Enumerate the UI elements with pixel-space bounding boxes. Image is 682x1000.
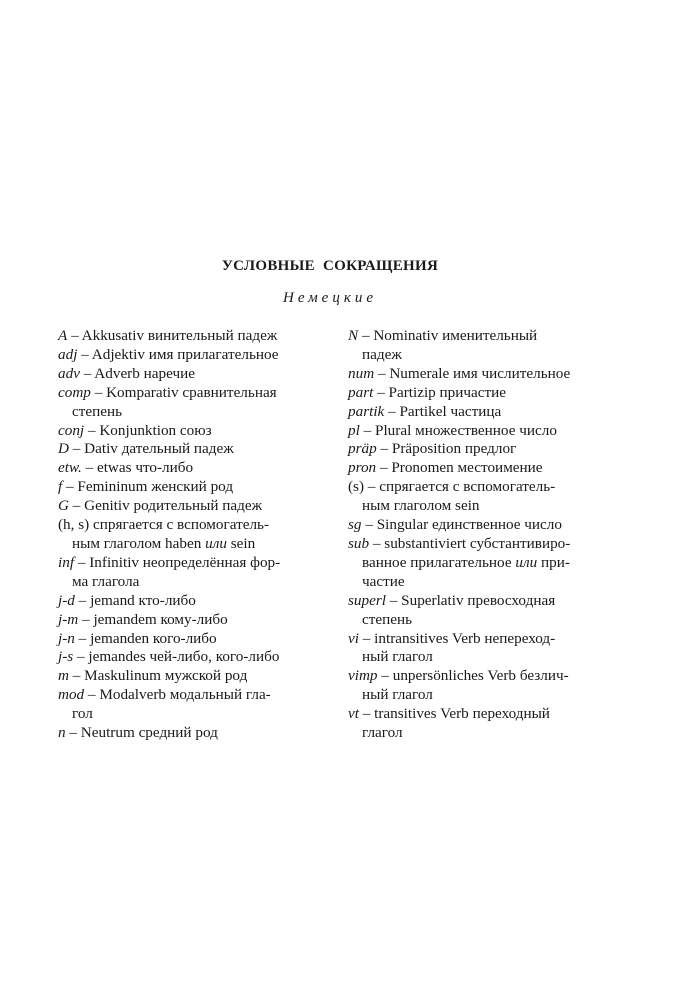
abbreviation-text: – Singular единственное число (361, 516, 562, 534)
abbreviation-term: m (58, 667, 69, 685)
abbreviation-entry (348, 478, 638, 516)
abbreviation-term: j-s (58, 648, 74, 666)
abbreviation-text: – Komparativ сравнительная (90, 383, 277, 401)
abbreviation-text: ный глагол (362, 648, 433, 666)
entry-continuation-line (348, 686, 638, 705)
entry-line (58, 667, 338, 686)
abbreviation-entry (58, 516, 338, 554)
abbreviation-entry (348, 327, 638, 365)
abbreviation-text: (h, s) спрягается с вспомогатель- (58, 516, 270, 534)
abbreviation-text: – Partizip причастие (373, 383, 507, 401)
abbreviation-text: – transitives Verb переходный (358, 705, 550, 723)
abbreviation-entry (348, 630, 638, 668)
abbreviation-entry (58, 478, 338, 497)
entry-line (58, 516, 338, 535)
abbreviation-text: – Konjunktion союз (84, 421, 212, 439)
entry-continuation-line (58, 705, 338, 724)
abbreviation-text: ным глаголом haben (72, 534, 206, 552)
entry-continuation-line (348, 573, 638, 592)
abbreviation-text: – Modalverb модальный гла- (84, 686, 271, 704)
abbreviation-term: num (348, 364, 375, 382)
entry-line (58, 686, 338, 705)
abbreviation-text: – jemanden кого-либо (74, 629, 217, 647)
abbreviation-entry (348, 459, 638, 478)
abbreviation-term: pl (348, 421, 360, 439)
page-title: УСЛОВНЫЕ СОКРАЩЕНИЯ (221, 258, 439, 274)
abbreviations-left-column (58, 327, 338, 743)
entry-line (348, 440, 638, 459)
abbreviation-entry (58, 724, 338, 743)
abbreviation-term: inf (58, 553, 75, 571)
entry-line (348, 403, 638, 422)
entry-line (58, 630, 338, 649)
abbreviation-entry (348, 592, 638, 630)
abbreviation-term: comp (58, 383, 91, 401)
abbreviation-term: pron (348, 459, 377, 477)
abbreviation-entry (348, 516, 638, 535)
abbreviation-text: ма глагола (72, 572, 140, 590)
abbreviation-text: sein (226, 534, 256, 552)
abbreviation-term: vt (348, 705, 359, 723)
abbreviation-entry (58, 422, 338, 441)
entry-continuation-line (348, 554, 638, 573)
entry-line (58, 724, 338, 743)
entry-continuation-line (58, 403, 338, 422)
abbreviation-entry (58, 592, 338, 611)
entry-line (58, 592, 338, 611)
entry-line (58, 365, 338, 384)
abbreviations-right-column (348, 327, 638, 743)
abbreviation-text: – jemand кто-либо (74, 591, 196, 609)
abbreviation-term: j-d (58, 591, 75, 609)
abbreviation-entry (58, 497, 338, 516)
abbreviation-term: vi (348, 629, 359, 647)
abbreviation-text: – unpersönliches Verb безлич- (377, 667, 569, 685)
abbreviation-entry (58, 554, 338, 592)
entry-line (348, 535, 638, 554)
abbreviation-term: sub (348, 534, 370, 552)
entry-line (348, 478, 638, 497)
abbreviation-term: conj (58, 421, 85, 439)
abbreviation-term: partik (348, 402, 385, 420)
abbreviation-entry (348, 422, 638, 441)
abbreviation-entry (348, 365, 638, 384)
abbreviation-term: mod (58, 686, 85, 704)
abbreviation-term: präp (348, 440, 377, 458)
abbreviation-term: G (58, 497, 69, 515)
entry-line (348, 667, 638, 686)
entry-line (348, 459, 638, 478)
section-subtitle: Немецкие (282, 290, 378, 306)
abbreviation-text: при- (537, 553, 570, 571)
abbreviation-entry (348, 403, 638, 422)
abbreviation-text: – Präposition предлог (376, 440, 517, 458)
entry-line (58, 459, 338, 478)
abbreviation-text: степень (362, 610, 413, 628)
abbreviation-term: part (348, 383, 374, 401)
entry-line (58, 497, 338, 516)
abbreviation-text: гол (72, 705, 93, 723)
abbreviation-term: или (205, 534, 227, 552)
entry-line (348, 384, 638, 403)
abbreviation-entry (348, 705, 638, 743)
abbreviation-text: – Partikel частица (384, 402, 502, 420)
abbreviation-text: – Neutrum средний род (65, 724, 218, 742)
abbreviation-term: j-m (58, 610, 79, 628)
entry-line (348, 327, 638, 346)
abbreviation-term: sg (348, 516, 362, 534)
entry-line (348, 705, 638, 724)
abbreviation-text: – substantiviert субстантивиро- (369, 534, 571, 552)
abbreviation-entry (58, 648, 338, 667)
entry-line (348, 630, 638, 649)
abbreviation-text: – Dativ дательный падеж (68, 440, 234, 458)
abbreviation-text: – Adverb наречие (79, 364, 195, 382)
abbreviation-term: etw. (58, 459, 82, 477)
abbreviation-entry (58, 686, 338, 724)
abbreviation-text: – Maskulinum мужской род (68, 667, 248, 685)
abbreviation-term: j-n (58, 629, 75, 647)
entry-line (58, 422, 338, 441)
abbreviation-text: – intransitives Verb непереход- (358, 629, 556, 647)
entry-continuation-line (348, 724, 638, 743)
entry-continuation-line (58, 573, 338, 592)
entry-continuation-line (348, 611, 638, 630)
entry-line (58, 648, 338, 667)
abbreviation-text: – Akkusativ винительный падеж (67, 327, 278, 344)
entry-continuation-line (348, 648, 638, 667)
entry-line (58, 440, 338, 459)
abbreviation-entry (58, 630, 338, 649)
abbreviation-text: – Nominativ именительный (358, 327, 538, 344)
abbreviation-text: ный глагол (362, 686, 433, 704)
abbreviation-term: f (58, 478, 63, 496)
abbreviation-text: глагол (362, 724, 403, 742)
abbreviation-term: adv (58, 364, 80, 382)
abbreviation-term: n (58, 724, 66, 742)
abbreviation-text: – Pronomen местоимение (376, 459, 543, 477)
abbreviation-entry (348, 440, 638, 459)
entry-line (58, 346, 338, 365)
abbreviation-entry (58, 459, 338, 478)
abbreviation-entry (58, 346, 338, 365)
entry-continuation-line (348, 346, 638, 365)
abbreviation-text: – Femininum женский род (62, 478, 234, 496)
abbreviation-term: superl (348, 591, 386, 609)
abbreviation-entry (58, 327, 338, 346)
abbreviation-entry (58, 611, 338, 630)
abbreviation-text: – Plural множественное число (359, 421, 557, 439)
entry-line (348, 422, 638, 441)
abbreviation-term: adj (58, 345, 78, 363)
entry-line (58, 611, 338, 630)
entry-line (348, 365, 638, 384)
abbreviation-text: – etwas что-либо (81, 459, 194, 477)
abbreviation-text: – jemandes чей-либо, кого-либо (73, 648, 280, 666)
entry-continuation-line (58, 535, 338, 554)
entry-line (348, 592, 638, 611)
abbreviation-text: – Adjektiv имя прилагательное (77, 345, 279, 363)
abbreviation-text: степень (72, 402, 123, 420)
abbreviation-entry (58, 440, 338, 459)
abbreviation-text: – Numerale имя числительное (374, 364, 571, 382)
abbreviation-text: падеж (362, 345, 402, 363)
abbreviation-term: A (58, 327, 68, 344)
abbreviation-term: N (348, 327, 359, 344)
entry-line (58, 478, 338, 497)
abbreviation-entry (348, 535, 638, 592)
abbreviation-text: частие (362, 572, 405, 590)
entry-line (348, 516, 638, 535)
abbreviation-text: – Infinitiv неопределённая фор- (74, 553, 281, 571)
entry-continuation-line (348, 497, 638, 516)
abbreviation-term: D (58, 440, 69, 458)
abbreviation-term: vimp (348, 667, 378, 685)
abbreviation-text: ванное прилагательное (362, 553, 516, 571)
abbreviation-text: – Genitiv родительный падеж (68, 497, 263, 515)
abbreviation-entry (348, 384, 638, 403)
entry-line (58, 554, 338, 573)
abbreviation-entry (348, 667, 638, 705)
abbreviation-text: – Superlativ превосходная (385, 591, 556, 609)
abbreviation-entry (58, 365, 338, 384)
entry-line (58, 384, 338, 403)
entry-line (58, 327, 338, 346)
abbreviation-term: или (515, 553, 538, 571)
abbreviation-text: (s) – спрягается с вспомогатель- (348, 478, 556, 496)
abbreviation-text: – jemandem кому-либо (78, 610, 228, 628)
abbreviation-text: ным глаголом sein (362, 497, 480, 515)
abbreviation-entry (58, 384, 338, 422)
abbreviation-entry (58, 667, 338, 686)
